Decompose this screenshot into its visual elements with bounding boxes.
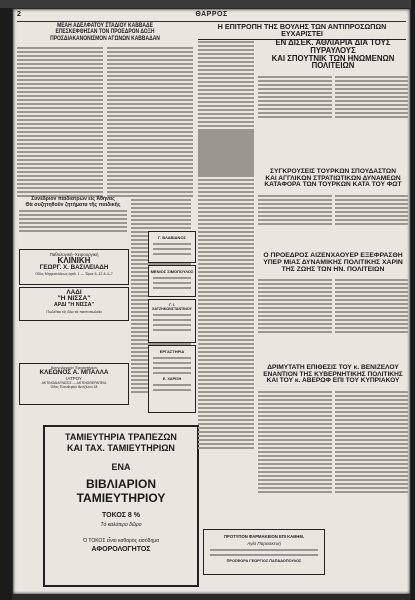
page-number: 2 [17, 11, 21, 18]
ad-bank-book1: ΒΙΒΛΙΑΡΙΟΝ [85, 477, 156, 491]
headline-line: ΠΡΟΣΔΙΑΚΑΝΟΝΙΣΜΟΝ ΑΓΩΝΩΝ ΚΑΒΒΑΔΑΝ [50, 34, 160, 42]
article-body [17, 45, 193, 199]
ad-box-5-name: Ε. ΧΑΡΙΣΗ [162, 377, 182, 381]
headline-line: ΕΠΕΣΚΕΦΘΗΣΑΝ ΤΟΝ ΠΡΟΕΔΡΟΝ ΔΟΞΗ [55, 28, 155, 36]
notice-pharmacy [203, 529, 325, 575]
headline-venizelos-1: ΔΡΙΜΥΤΑΤΗ ΕΠΙΘΕΣΙΣ ΤΟΥ κ. ΒΕΝΙΖΕΛΟΥ [267, 364, 399, 371]
ad-oil [19, 287, 129, 321]
ad-doctor [19, 363, 129, 405]
scan-border-right [411, 0, 415, 600]
headline-eisenhower-2: ΥΠΕΡ ΜΙΑΣ ΔΥΝΑΜΙΚΗΣ ΠΟΛΙΤΙΚΗΣ ΧΑΡΙΝ [263, 258, 403, 266]
ad-box-2 [148, 265, 196, 297]
ad-bank-foot1: Ὁ ΤΟΚΟΣ εἶναι καθαρὸς εἰσόδημα [82, 538, 160, 544]
ad-oil-brand: "Η ΝΙΣΣΑ" [57, 295, 91, 303]
headline-rockets-2: ΚΑΙ ΣΠΟΥΤΝΙΚ ΤΩΝ ΗΝΩΜΕΝΩΝ ΠΟΛΙΤΕΙΩΝ [271, 53, 395, 71]
article-turkey [258, 169, 408, 227]
scan-border-top [0, 0, 415, 8]
ad-bank-foot2: ΑΦΟΡΟΛΟΓΗΤΟΣ [91, 546, 151, 553]
subarticle-title: Συνέδριον παιδιατρών εἰς Ἀθήνας [31, 196, 115, 202]
ad-box-1 [148, 231, 196, 263]
ad-oil-line3: ΑΡΔΙ "Η ΝΙΣΣΑ" [53, 302, 95, 309]
ad-box-4 [148, 345, 196, 413]
ad-bank-title1: ΤΑΜΙΕΥΤΗΡΙΑ ΤΡΑΠΕΖΩΝ [65, 432, 177, 442]
ad-bank-note: Τὸ καλύτερο δῶρο [100, 522, 142, 528]
ad-clinic-title: ΚΛΙΝΙΚΗ [57, 256, 91, 265]
ad-savings-bank [43, 425, 199, 587]
masthead-title: ΘΑΡΡΟΣ [195, 11, 228, 18]
headline-venizelos-3: ΚΑΙ ΤΟΥ κ. ΑΒΕΡΩΦ ΕΠΙ ΤΟΥ ΚΥΠΡΙΑΚΟΥ [266, 377, 400, 385]
ad-box-4-name: ΕΡΓΑΣΤΗΡΙΑ [159, 349, 185, 354]
ad-bank-one: ΕΝΑ [111, 462, 131, 472]
right-narrow-text [198, 129, 254, 451]
ad-doctor-line4: ΑΚΤΙΝΟΔΙΑΓΝΩΣΙΣ — ΑΚΤΙΝΟΘΕΡΑΠΕΙΑ [41, 381, 107, 386]
ad-doctor-line1: Ἀκτινολογικὸν Ἐργαστήριον [50, 366, 98, 370]
subarticle-paediatrics [19, 197, 127, 234]
running-header [17, 11, 406, 21]
ad-bank-book2: ΤΑΜΙΕΥΤΗΡΙΟΥ [76, 491, 166, 505]
ad-doctor-role: ΙΑΤΡΟΥ [66, 376, 82, 382]
text-column [17, 45, 103, 199]
ad-bank-rate: ΤΟΚΟΣ 8 % [102, 512, 140, 519]
article-eisenhower [258, 253, 408, 335]
ad-doctor-line5: Ὁδὸς Ἐλευθερίου Βενιζέλου 18 [50, 385, 98, 390]
notice-pharmacy-line3: ΠΡΟΣΦΟΡΑ ΓΕΩΡΓΙΟΣ ΠΑΠΑΔΟΠΟΥΛΟΣ [226, 559, 302, 563]
ad-box-3 [148, 299, 196, 343]
headline-committee: Η ΕΠΙΤΡΟΠΗ ΤΗΣ ΒΟΥΛΗΣ ΤΩΝ ΑΝΤΙΠΡΟΣΩΠΩΝ ΕΥΧΑΡΙΣΤΕΙ [198, 23, 406, 40]
notice-pharmacy-line2: Αγία Παρασκευή [247, 541, 281, 546]
ad-oil-line4: Πωλεῖται εἰς ὅλα τὰ παντοπωλεῖα [46, 309, 102, 314]
ad-box-3-name: Γ. Ι. ΧΑΤΖΗΚΩΝΣΤΑΝΤΙΝΟΥ [152, 303, 192, 311]
notice-pharmacy-line1: ΠΡΟΤΥΠΟΝ ΦΑΡΜΑΚΕΙΟΝ ΕΠΙ ΚΑΘΗΜ. [224, 534, 304, 539]
headline-turkey-3: ΚΑΤΑΦΟΡΑ ΤΩΝ ΤΟΥΡΚΩΝ ΚΑΤΑ ΤΟΥ ΦΩΤ [264, 181, 402, 189]
headline-venizelos-2: ΕΝΑΝΤΙΟΝ ΤΗΣ ΚΥΒΕΡΝΗΤΙΚΗΣ ΠΟΛΙΤΙΚΗΣ [263, 370, 403, 378]
ad-box-1-name: Γ. ΒΛΑΒΙΑΝΟΣ [158, 235, 186, 240]
headline-turkey-2: ΚΑΙ ΑΓΓΛΙΚΩΝ ΣΤΡΑΤΙΩΤΙΚΩΝ ΔΥΝΑΜΕΩΝ [265, 174, 401, 182]
headline-eisenhower-1: Ο ΠΡΟΕΔΡΟΣ ΑΙΖΕΝΧΑΟΥΕΡ ΕΞΕΦΡΑΣΘΗ [263, 252, 403, 259]
headline-line: ΜΕΑΗ ΑΔΕΛΦΑΤΟΥ ΣΤΑΔΙΟΥ ΚΑΒΒΑΔΕ [57, 22, 153, 29]
article-body [258, 74, 408, 120]
subarticle-subtitle: Θὰ συζητηθοῦν ζητήματα τῆς παιδικῆς [25, 202, 121, 209]
article-venizelos [258, 365, 408, 495]
ad-clinic [19, 249, 129, 285]
ad-doctor-name: ΚΛΕΩΝΟΣ Α. ΜΠΑΛΛΑ [39, 369, 109, 376]
ad-oil-line1: ΛΑΔΙ [66, 289, 82, 296]
ad-clinic-tag: Παθολογική–Χειρουργική [49, 252, 99, 257]
headline-turkey-1: ΣΥΓΚΡΟΥΣΕΙΣ ΤΟΥΡΚΩΝ ΣΠΟΥΔΑΣΤΩΝ [270, 168, 396, 175]
text-column [107, 45, 193, 199]
ad-bank-title2: ΚΑΙ ΤΑΧ. ΤΑΜΙΕΥΤΗΡΙΩΝ [67, 443, 175, 453]
headline-rockets-1: ΕΝ ΔΙΣΕΚ. ΑΘΛΙΑΡΙΑ ΔΙΑ ΤΟΥΣ ΠΥΡΑΥΛΟΥΣ [275, 38, 391, 55]
left-column [17, 23, 193, 199]
headline-eisenhower-3: ΤΗΣ ΖΩΗΣ ΤΩΝ ΗΝ. ΠΟΛΙΤΕΙΩΝ [281, 265, 385, 273]
ad-clinic-detail: Οδὸς Μητροπόλεως ἀριθ. 1 — Ὥραι 9–12 & 4–7 [35, 272, 113, 277]
newspaper-page [13, 9, 410, 594]
left-main-headline [17, 23, 193, 42]
scan-border-left [0, 0, 12, 600]
ad-box-2-name: ΜΕΝΙΟΣ ΣΙΜΟΠΟΥΛΟΣ [150, 269, 194, 274]
right-second-headline [258, 39, 408, 120]
ad-clinic-name: ΓΕΩΡΓ. Χ. ΒΑΣΙΛΕΙΑΔΗ [39, 264, 109, 271]
